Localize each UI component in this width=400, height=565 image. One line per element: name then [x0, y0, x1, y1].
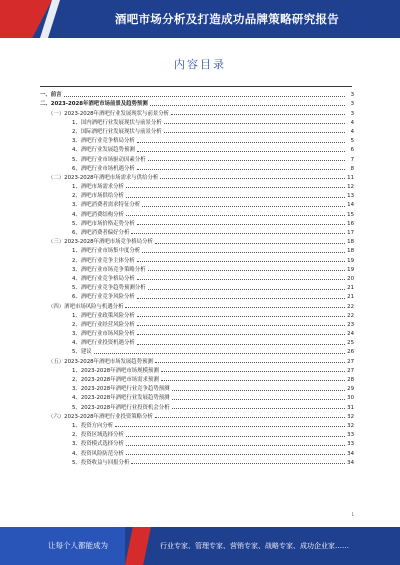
toc-entry[interactable] — [40, 300, 354, 309]
toc-entry-label: （一）2023-2028年酒吧行业发展现状与前景分析 — [48, 110, 170, 117]
toc-entry-page: 3 — [346, 111, 354, 117]
toc-entry-label: 5、酒吧行业竞争趋势预测分析 — [72, 285, 146, 292]
toc-entry-page: 22 — [347, 312, 354, 319]
toc-entry-page: 20 — [347, 275, 354, 282]
toc-entry[interactable] — [40, 199, 354, 208]
toc-entry-page: 17 — [347, 230, 354, 236]
toc-entry-page: 5 — [346, 138, 354, 144]
toc-leader-dots — [126, 215, 345, 216]
toc-leader-dots — [148, 270, 345, 271]
toc-entry-label: 1、酒吧市场需求分析 — [72, 184, 124, 191]
toc-leader-dots — [148, 160, 345, 161]
toc-leader-dots — [126, 436, 345, 437]
toc-entry[interactable] — [40, 208, 354, 217]
toc-entry[interactable] — [40, 355, 354, 364]
toc-entry-label: 3、酒吧行业竞争格局分析 — [72, 138, 135, 145]
toc-entry-page: 12 — [347, 184, 354, 191]
toc-entry[interactable] — [40, 117, 354, 126]
toc-leader-dots — [137, 142, 345, 143]
toc-entry-label: 3、酒吧消费者需求特征分析 — [72, 202, 141, 209]
toc-entry-page: 26 — [347, 349, 354, 356]
toc-leader-dots — [161, 371, 345, 372]
toc-entry[interactable] — [40, 346, 354, 355]
footer-roles: 行业专家、管理专家、营销专家、战略专家、成功企业家…… — [160, 542, 349, 550]
toc-leader-dots — [164, 132, 345, 133]
toc-leader-dots — [172, 390, 345, 391]
toc-entry[interactable] — [40, 153, 354, 162]
toc-entry[interactable] — [40, 245, 354, 254]
toc-entry-label: 2、酒吧市场供给分析 — [72, 193, 124, 200]
toc-entry[interactable] — [40, 420, 354, 429]
toc-entry-page: 15 — [347, 211, 354, 218]
toc-leader-dots — [171, 114, 345, 115]
toc-entry-page: 21 — [347, 285, 354, 292]
toc-entry[interactable] — [40, 273, 354, 282]
toc-entry[interactable] — [40, 411, 354, 420]
toc-entry-label: 1、酒吧行业市场集中度分析 — [72, 248, 141, 255]
toc-entry-page: 13 — [347, 193, 354, 200]
toc-entry-page: 34 — [347, 459, 354, 466]
toc-entry-label: （二）2023-2028年酒吧市场需求与供给分析 — [48, 174, 159, 181]
toc-entry-page: 21 — [347, 294, 354, 301]
toc-entry[interactable] — [40, 264, 354, 273]
toc-entry-label: 4、酒吧行业竞争格局分析 — [72, 275, 135, 282]
toc-entry[interactable] — [40, 447, 354, 456]
toc-entry-page: 11 — [347, 174, 354, 181]
toc-entry-label: 4、酒吧消费结构分析 — [72, 211, 124, 218]
toc-entry-page: 19 — [347, 266, 354, 273]
toc-entry[interactable] — [40, 291, 354, 300]
toc-entry-label: 1、酒吧行业政策风险分析 — [72, 312, 135, 319]
toc-entry[interactable] — [40, 98, 354, 107]
toc-entry[interactable] — [40, 190, 354, 199]
toc-leader-dots — [131, 463, 345, 464]
toc-leader-dots — [172, 399, 345, 400]
toc-entry-label: 2、酒吧行业竞争主体分析 — [72, 257, 135, 264]
toc-entry-page: 19 — [347, 257, 354, 264]
toc-entry[interactable] — [40, 383, 354, 392]
toc-entry-label: （三）2023-2028年酒吧市场竞争格局分析 — [48, 239, 153, 246]
toc-leader-dots — [142, 252, 345, 253]
footer-red-accent — [125, 527, 151, 565]
toc-entry-label: 二、2023-2028年酒吧市场前景及趋势预测 — [40, 101, 148, 108]
toc-entry-page: 3 — [346, 101, 354, 107]
toc-heading: 内容目录 — [174, 58, 226, 71]
toc-entry-label: （五）2023-2028年酒吧市场发展趋势预测 — [48, 358, 153, 365]
toc-entry[interactable] — [40, 126, 354, 135]
toc-leader-dots — [126, 454, 345, 455]
toc-leader-dots — [137, 279, 345, 280]
toc-entry-page: 32 — [347, 422, 354, 429]
toc-entry-label: 4、酒吧行业发展趋势预测 — [72, 147, 135, 154]
toc-divider — [40, 86, 352, 87]
toc-leader-dots — [137, 344, 345, 345]
toc-entry-label: 5、投资收益与回报分析 — [72, 459, 130, 466]
toc-entry-page: 3 — [346, 92, 354, 98]
toc-entry-label: 一、前言 — [40, 92, 62, 99]
report-title: 酒吧市场分析及打造成功品牌策略研究报告 — [114, 12, 340, 26]
toc-entry[interactable] — [40, 218, 354, 227]
toc-entry-page: 31 — [347, 404, 354, 411]
toc-entry-label: 5、建议 — [72, 349, 92, 356]
page-number: 1 — [351, 512, 354, 517]
toc-entry[interactable] — [40, 429, 354, 438]
toc-entry-label: 5、2023-2028年酒吧行业投资机会分析 — [72, 404, 170, 411]
toc-entry-page: 16 — [347, 220, 354, 227]
table-of-contents — [40, 89, 354, 466]
toc-leader-dots — [126, 445, 345, 446]
toc-entry-label: 2、2023-2028年酒吧市场需求预测 — [72, 377, 159, 383]
toc-entry-page: 6 — [346, 147, 354, 153]
toc-entry[interactable] — [40, 163, 354, 172]
toc-entry-label: 2、酒吧行业经营风险分析 — [72, 321, 135, 328]
toc-entry-label: 6、酒吧消费者偏好分析 — [72, 230, 130, 236]
toc-leader-dots — [148, 289, 345, 290]
toc-leader-dots — [64, 96, 345, 97]
toc-leader-dots — [125, 307, 345, 308]
toc-entry-label: （四）酒吧市场风险与机遇分析 — [48, 303, 124, 310]
toc-entry-page: 18 — [347, 239, 354, 246]
toc-entry[interactable] — [40, 319, 354, 328]
toc-entry-label: 2、投资区域选择分析 — [72, 432, 124, 439]
toc-leader-dots — [142, 206, 345, 207]
toc-entry-page: 14 — [347, 202, 354, 209]
toc-leader-dots — [160, 178, 345, 179]
toc-leader-dots — [164, 123, 345, 124]
toc-entry[interactable] — [40, 144, 354, 153]
toc-leader-dots — [172, 408, 345, 409]
toc-entry[interactable] — [40, 282, 354, 291]
toc-entry-label: 1、国内酒吧行业发展现状与前景分析 — [72, 119, 162, 126]
toc-entry-page: 4 — [346, 129, 354, 135]
toc-leader-dots — [137, 224, 345, 225]
toc-entry[interactable] — [40, 392, 354, 401]
toc-entry-label: 4、投资风险防范分析 — [72, 450, 124, 457]
toc-entry-page: 27 — [347, 367, 354, 374]
toc-entry-page: 24 — [347, 331, 354, 338]
toc-entry-page: 8 — [346, 166, 354, 172]
toc-entry[interactable] — [40, 107, 354, 116]
toc-entry-page: 7 — [346, 157, 354, 163]
toc-leader-dots — [94, 353, 345, 354]
toc-entry-page: 32 — [347, 413, 354, 420]
toc-entry[interactable] — [40, 236, 354, 245]
toc-entry-page: 34 — [347, 450, 354, 457]
toc-leader-dots — [137, 298, 345, 299]
toc-entry[interactable] — [40, 365, 354, 374]
footer-banner — [0, 527, 400, 565]
toc-entry-page: 33 — [347, 441, 354, 448]
toc-entry-page: 30 — [347, 395, 354, 402]
toc-leader-dots — [155, 417, 345, 418]
toc-entry-label: 5、酒吧市场价格走势分析 — [72, 220, 135, 227]
toc-leader-dots — [126, 187, 345, 188]
footer-slogan: 让每个人都能成为 — [0, 527, 125, 565]
toc-entry-label: 3、酒吧行业市场竞争策略分析 — [72, 266, 146, 273]
toc-entry[interactable] — [40, 438, 354, 447]
toc-entry[interactable] — [40, 374, 354, 383]
toc-entry-label: 3、投资模式选择分析 — [72, 441, 124, 448]
toc-entry[interactable] — [40, 227, 354, 236]
toc-entry[interactable] — [40, 310, 354, 319]
toc-entry-page: 22 — [347, 303, 354, 310]
toc-leader-dots — [161, 380, 345, 381]
toc-leader-dots — [150, 105, 345, 106]
toc-entry[interactable] — [40, 181, 354, 190]
toc-entry-label: 6、酒吧行业市场机遇分析 — [72, 165, 135, 172]
toc-leader-dots — [137, 316, 345, 317]
toc-entry-page: 29 — [347, 386, 354, 393]
toc-entry-label: 6、酒吧行业竞争风险分析 — [72, 294, 135, 301]
toc-entry[interactable] — [40, 89, 354, 98]
toc-leader-dots — [137, 334, 345, 335]
toc-entry-label: 1、投资方向分析 — [72, 422, 114, 429]
toc-entry-label: 2、国际酒吧行业发展现状与前景分析 — [72, 128, 162, 135]
toc-entry-page: 27 — [347, 358, 354, 365]
toc-entry-label: 3、2023-2028年酒吧行业竞争趋势预测 — [72, 386, 170, 393]
toc-entry-page: 28 — [347, 377, 354, 383]
toc-leader-dots — [155, 362, 345, 363]
toc-entry-page: 33 — [347, 432, 354, 439]
toc-entry[interactable] — [40, 328, 354, 337]
toc-entry-page: 25 — [347, 340, 354, 347]
toc-entry[interactable] — [40, 457, 354, 466]
toc-entry-page: 18 — [347, 248, 354, 255]
toc-entry[interactable] — [40, 172, 354, 181]
toc-entry-label: 4、酒吧行业投资机遇分析 — [72, 340, 135, 347]
toc-entry-label: 5、酒吧行业市场驱动因素分析 — [72, 156, 146, 163]
toc-entry-page: 4 — [346, 120, 354, 126]
toc-leader-dots — [131, 233, 345, 234]
toc-leader-dots — [137, 169, 345, 170]
toc-entry-label: （六）2023-2028年酒吧行业投资策略分析 — [48, 413, 153, 420]
toc-leader-dots — [137, 325, 345, 326]
toc-leader-dots — [137, 261, 345, 262]
toc-entry[interactable] — [40, 254, 354, 263]
toc-entry-page: 23 — [347, 321, 354, 328]
toc-entry[interactable] — [40, 401, 354, 410]
toc-entry-label: 4、2023-2028年酒吧行业发展趋势预测 — [72, 395, 170, 402]
toc-entry-label: 1、2023-2028年酒吧市场规模预测 — [72, 367, 159, 374]
toc-entry-label: 3、酒吧行业市场风险分析 — [72, 331, 135, 338]
toc-leader-dots — [137, 151, 345, 152]
toc-leader-dots — [155, 243, 345, 244]
report-header-banner — [0, 0, 400, 38]
toc-leader-dots — [115, 426, 345, 427]
toc-entry[interactable] — [40, 337, 354, 346]
toc-entry[interactable] — [40, 135, 354, 144]
toc-leader-dots — [126, 197, 345, 198]
